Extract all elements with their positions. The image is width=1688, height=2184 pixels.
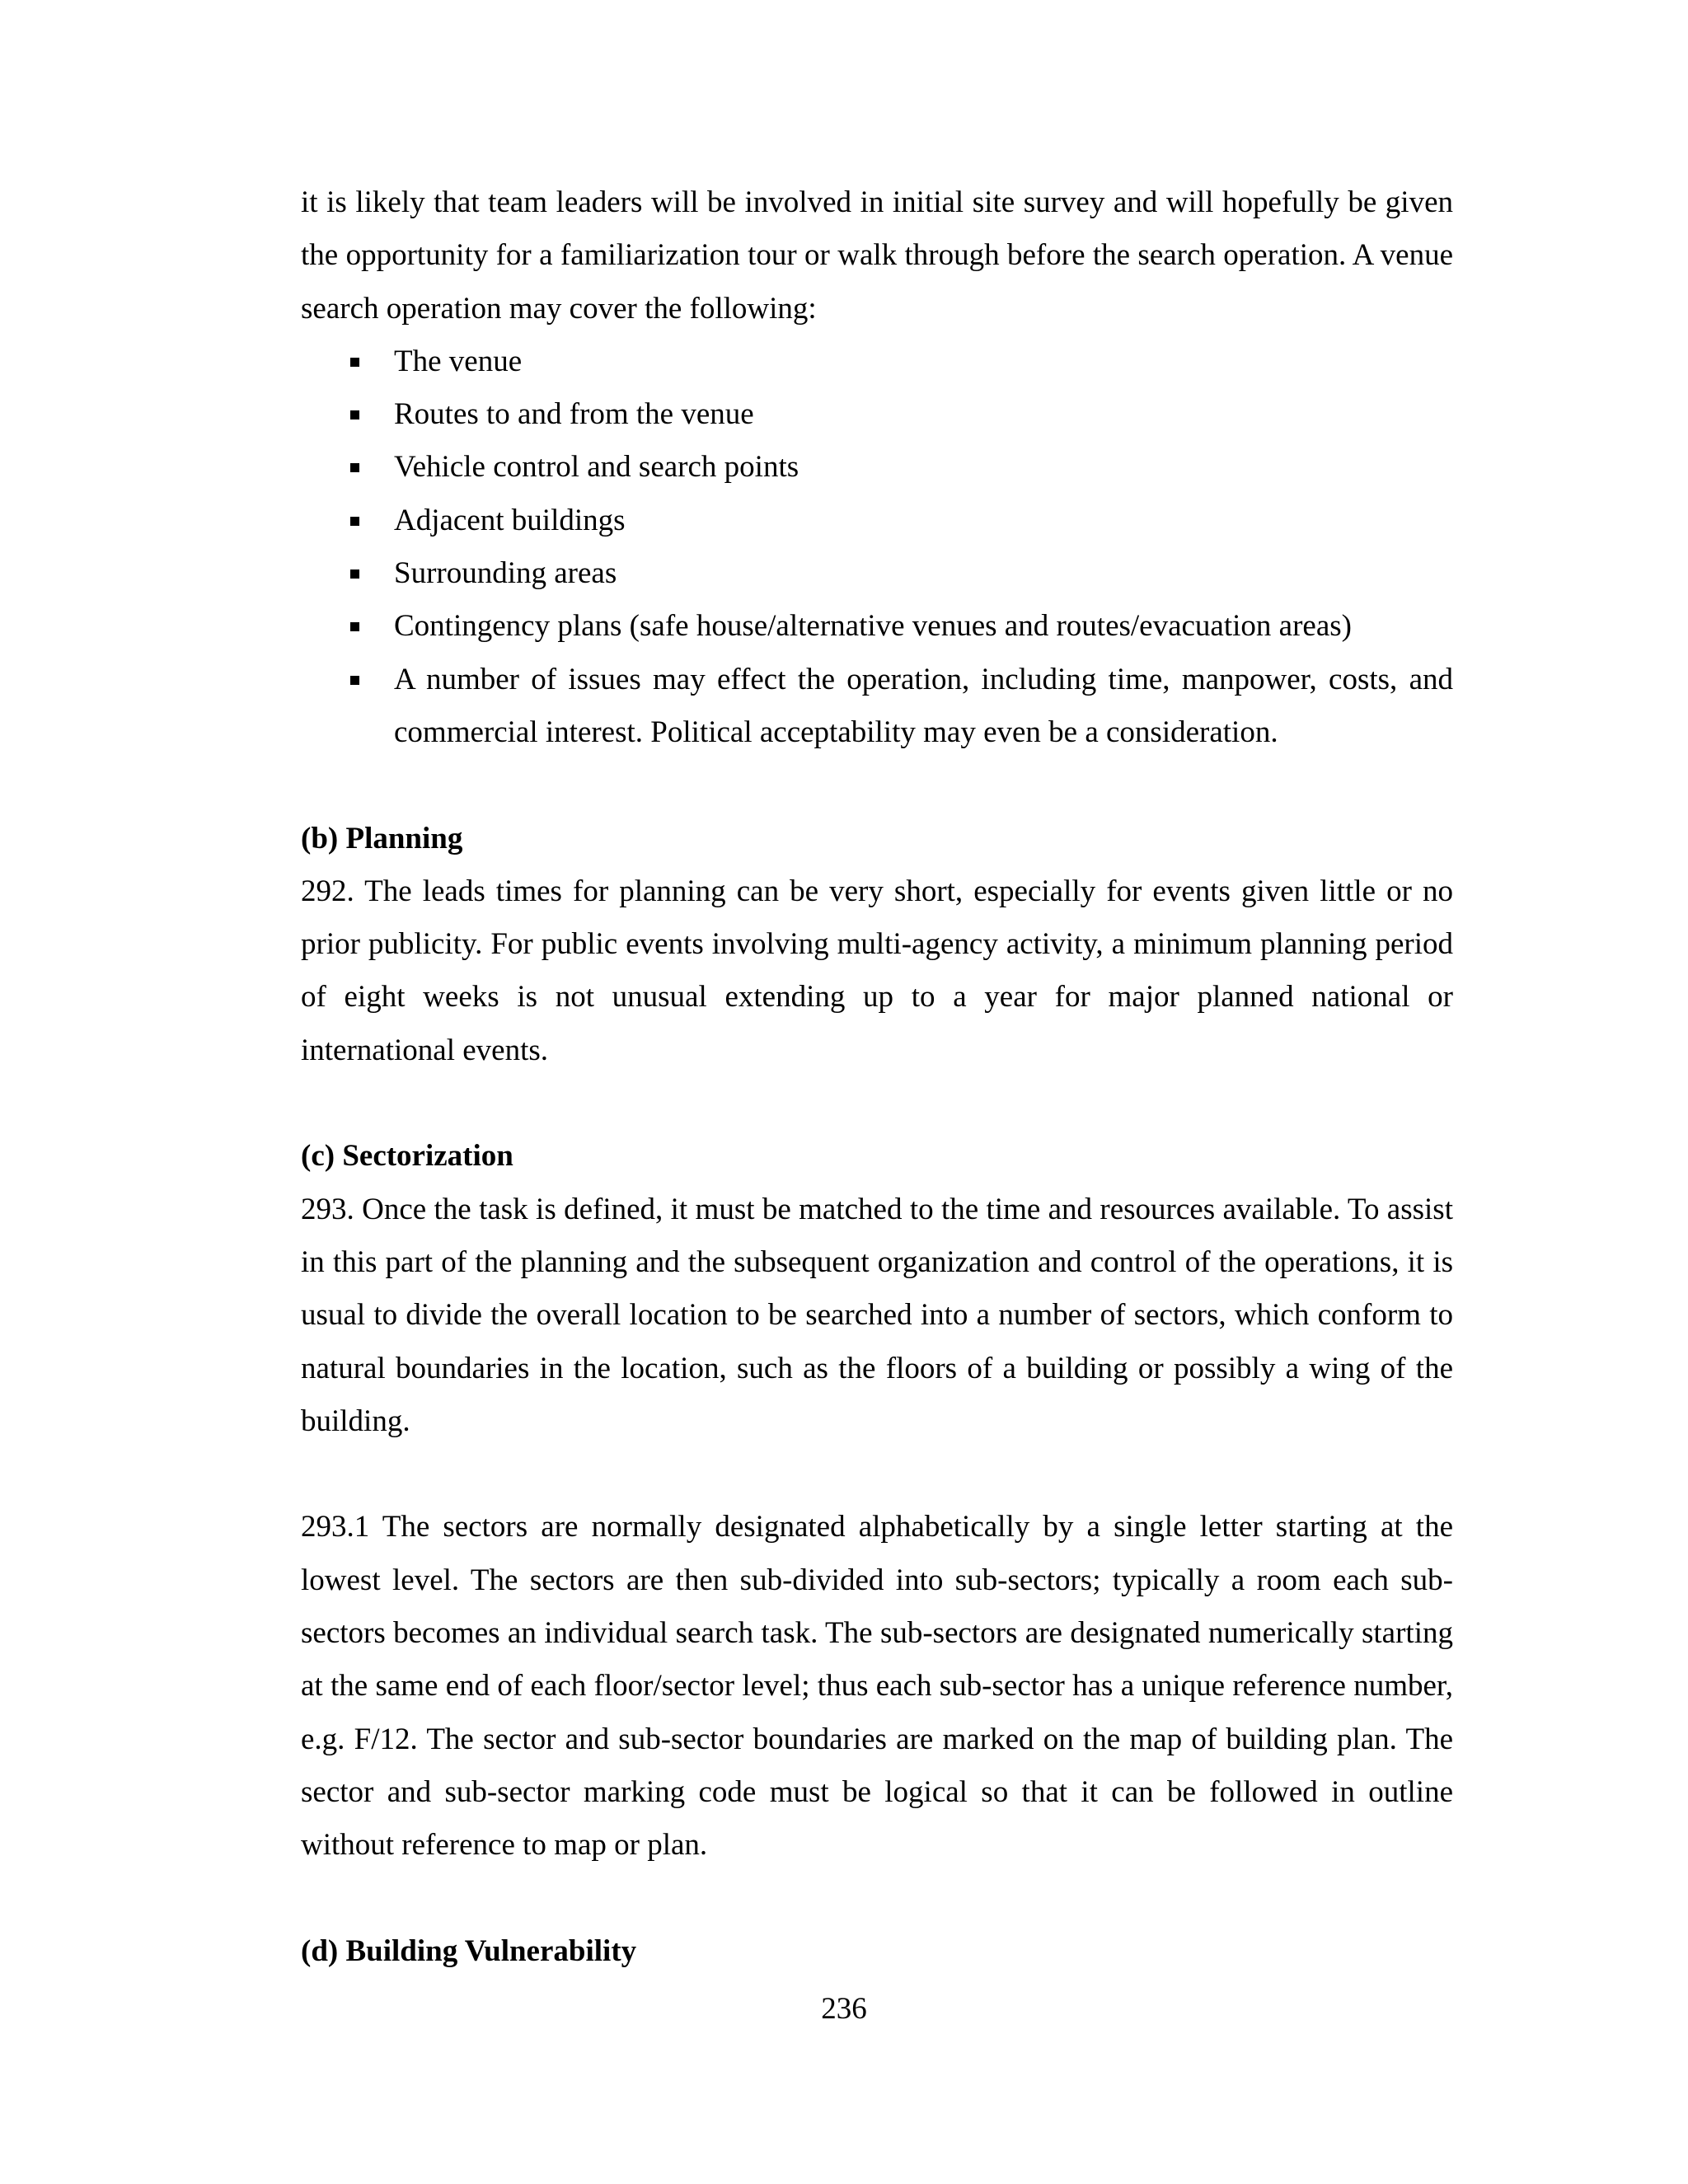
square-bullet-icon	[350, 517, 359, 526]
paragraph-spacer	[301, 1077, 1453, 1130]
sectorization-paragraph-293-1: 293.1 The sectors are normally designated alphabetically by a single letter starting at the lowest level. The sectors are then sub-divided into sub-sectors; typically a room each sub-sectors becomes an individual search task. The sub-sectors are designated numerically starting at the same end of each floor/sector level; thus each sub-sector has a unique reference number, e.g. F/12. The sector and sub-sector boundaries are marked on the map of building plan. The sector and sub-sector marking code must be logical so that it can be followed in outline without reference to map or plan.	[301, 1510, 1453, 1863]
list-item-text: Routes to and from the venue	[394, 397, 754, 432]
building-vulnerability-heading: (d) Building Vulnerability	[301, 1933, 637, 1968]
venue-search-bullet-list	[301, 335, 1453, 759]
list-item	[394, 388, 1453, 441]
paragraph-spacer	[301, 1448, 1453, 1501]
square-bullet-icon	[350, 569, 359, 579]
list-item-text: Vehicle control and search points	[394, 450, 799, 485]
intro-paragraph: it is likely that team leaders will be involved in initial site survey and will hopefully be given the opportunity for a familiarization tour or walk through before the search operation. A venue search operation may cover the following:	[301, 185, 1453, 326]
paragraph-spacer	[301, 759, 1453, 812]
page-content	[301, 176, 1453, 1978]
square-bullet-icon	[350, 622, 359, 631]
page-number: 236	[821, 1992, 867, 2026]
list-item	[394, 335, 1453, 388]
list-item-text: The venue	[394, 344, 523, 378]
list-item-text: Contingency plans (safe house/alternative venues and routes/evacuation areas)	[394, 609, 1352, 644]
sectorization-paragraph-293: 293. Once the task is defined, it must be matched to the time and resources available. To assist in this part of the planning and the subsequent organization and control of the operations, it is usual to divide the overall location to be searched into a number of sectors, which conform to natural boundaries in the location, such as the floors of a building or possibly a wing of the building.	[301, 1192, 1453, 1438]
list-item-text: A number of issues may effect the operation, including time, manpower, costs, and commercial interest. Political acceptability may even be a consideration.	[394, 662, 1453, 749]
list-item	[394, 654, 1453, 760]
planning-paragraph: 292. The leads times for planning can be very short, especially for events given little or no prior publicity. For public events involving multi-agency activity, a minimum planning period of eight weeks is not unusual extending up to a year for major planned national or international events.	[301, 874, 1453, 1067]
list-item	[394, 600, 1453, 653]
list-item-text: Surrounding areas	[394, 556, 617, 591]
sectorization-heading: (c) Sectorization	[301, 1139, 513, 1174]
planning-heading: (b) Planning	[301, 821, 463, 855]
square-bullet-icon	[350, 676, 359, 685]
list-item	[394, 494, 1453, 547]
paragraph-spacer	[301, 1872, 1453, 1925]
square-bullet-icon	[350, 358, 359, 367]
list-item-text: Adjacent buildings	[394, 503, 626, 537]
list-item	[394, 441, 1453, 494]
square-bullet-icon	[350, 410, 359, 419]
list-item	[394, 547, 1453, 600]
square-bullet-icon	[350, 463, 359, 472]
